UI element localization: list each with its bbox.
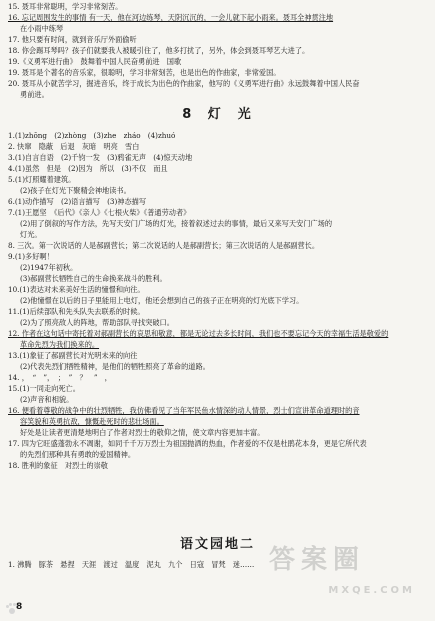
watermark-text: 答案圈 — [269, 545, 366, 575]
answer-line: 革命先烈为我们换来的。 — [20, 340, 100, 349]
answer-line: 14. ， “ ”， ； ” ？ ” ， — [8, 373, 112, 382]
answer-line: 16. 便看着尊敬的战争中的壮烈牺牲，我仿佛看见了当年军民鱼水情深的动人情景，烈士们宣讲革命道理时的音 — [8, 406, 360, 415]
answer-line: 13.(1)象征了郝副营长对光明未来的向往 — [8, 351, 138, 360]
answer-line: 4.(1)虽然 但是 (2)因为 所以 (3)不仅 而且 — [8, 164, 168, 173]
answer-line: 17. 他只要有时间，就到音乐厅外面偷听 — [8, 35, 152, 44]
answer-line: 12. 作者在这句话中寄托着对郝副营长的哀思和敬意，都是无论过去多长时间，我们也不要忘记今天的幸福生活是敬爱的 — [8, 329, 389, 338]
answer-line: 的先烈们那种具有勇敢的爱国精神。 — [20, 450, 136, 459]
answer-line: 2. 快窜 隐蔽 后退 灰暗 明亮 雪白 — [8, 142, 140, 151]
answer-line: (2)代表先烈们牺牲精神，是他们的牺牲照亮了革命的道路。 — [20, 362, 210, 371]
answer-line: 3.(1)自言自语 (2)千钧一发 (3)鸦雀无声 (4)惊天动地 — [8, 153, 193, 162]
answer-line: (2)用了倒叙的写作方法，先写天安门广场的灯光，接着叙述过去的事情，最后又来写天安门广场的 — [20, 219, 333, 228]
section-number: 8 — [182, 107, 194, 122]
answer-line: 灯光。 — [20, 230, 42, 239]
section-title — [0, 107, 435, 122]
answer-line: (2)1947年初秋。 — [20, 263, 78, 272]
answer-line: (3)郝副营长牺牲自己的生命换来战斗的胜利。 — [20, 274, 167, 283]
answer-line: 容笑貌和英勇抗敌，慷慨赴死时的悲壮场面。 — [20, 417, 164, 426]
answer-line: 17. 四为它旺盛蓬勃永不凋谢，如同千千万万烈士为祖国抛洒的热血，作者爱的不仅是杜鹃花本身，更是它所代表 — [8, 439, 367, 448]
answer-line: (2)为了照亮敌人的阵地，帮助部队寻找突破口。 — [20, 318, 174, 327]
answer-line: 勇前进。 — [20, 90, 49, 99]
page-number: 8 — [16, 602, 23, 613]
answer-line: 15. 聂耳非常聪明，学习非常刻苦。 — [8, 2, 123, 11]
answer-line: 在小雨中练琴 — [20, 24, 64, 33]
answer-line: 18. 胜利的象征 对烈士的崇敬 — [8, 461, 108, 470]
answer-line: 9.(1)多好啊！ — [8, 252, 54, 261]
section-title-text: 灯 光 — [207, 107, 253, 122]
answer-line: 1.(1)zhōng (2)zhòng (3)zhe zháo (4)zhuó — [8, 131, 176, 140]
answer-line: 19. 聂耳是个著名的音乐家，很聪明，学习非常刻苦，也是出色的作曲家，非常爱国。 — [8, 68, 281, 77]
watermark-domain: MXQE.COM — [328, 585, 415, 597]
answer-line: (2)他憧憬在以后的日子里能用上电灯，他还会想到自己的孩子正在明亮的灯光底下学习。 — [20, 296, 304, 305]
answer-line: (2)声音和相貌。 — [20, 395, 74, 404]
answer-line: 1. 沸腾 豚茶 悬捏 天涯 渡过 温度 泥丸 九个 日寇 冒梵 迷…… — [8, 560, 255, 569]
answer-line: 8. 三次。第一次说话的人是郝副营长；第二次说话的人是郝副营长；第三次说话的人是郝副营长。 — [8, 241, 320, 250]
answer-line: 7.(1)王愿坚 《后代》《亲人》《七根火柴》《普通劳动者》 — [8, 208, 191, 217]
answer-line: 16. 忘记周围发生的事情 有一天，他在河边练琴，天阴沉沉的，一会儿就下起小雨来。聂耳全神贯注地 — [8, 13, 334, 22]
section-title — [0, 537, 435, 552]
answer-line: 6.(1)动作描写 (2)语言描写 (3)神态描写 — [8, 197, 147, 206]
section-title-text: 语文园地二 — [179, 537, 255, 552]
watermark-logo — [269, 545, 419, 597]
answer-line: 10.(1)表达对未来美好生活的憧憬和向往。 — [8, 285, 145, 294]
answer-line: 15.(1)一同走向死亡。 — [8, 384, 80, 393]
answer-line: 11.(1)后续部队和先头队失去联系的时候。 — [8, 307, 145, 316]
answer-line: 5.(1)灯照耀着建筑。 — [8, 175, 76, 184]
answer-line: 20. 聂耳从小就苦学习，掘进音乐，终于成长为出色的作曲家，他写的《义勇军进行曲》永远鼓舞着中国人民奋 — [8, 79, 360, 88]
answer-line: 18. 你会踢耳琴吗？孩子们就要我人被暖引住了，他多打扰了，另外，体会到聂耳琴艺大进了。 — [8, 46, 310, 55]
answer-line: 好处是让读者更清楚地明白了作者对烈士的敬仰之情，使文章内容更加丰富。 — [20, 428, 265, 437]
answer-line: 19.《义勇军进行曲》 鼓舞着中国人民奋勇前进 国歌 — [8, 57, 182, 66]
answer-line: (2)孩子在灯光下聚精会神地读书。 — [20, 186, 131, 195]
